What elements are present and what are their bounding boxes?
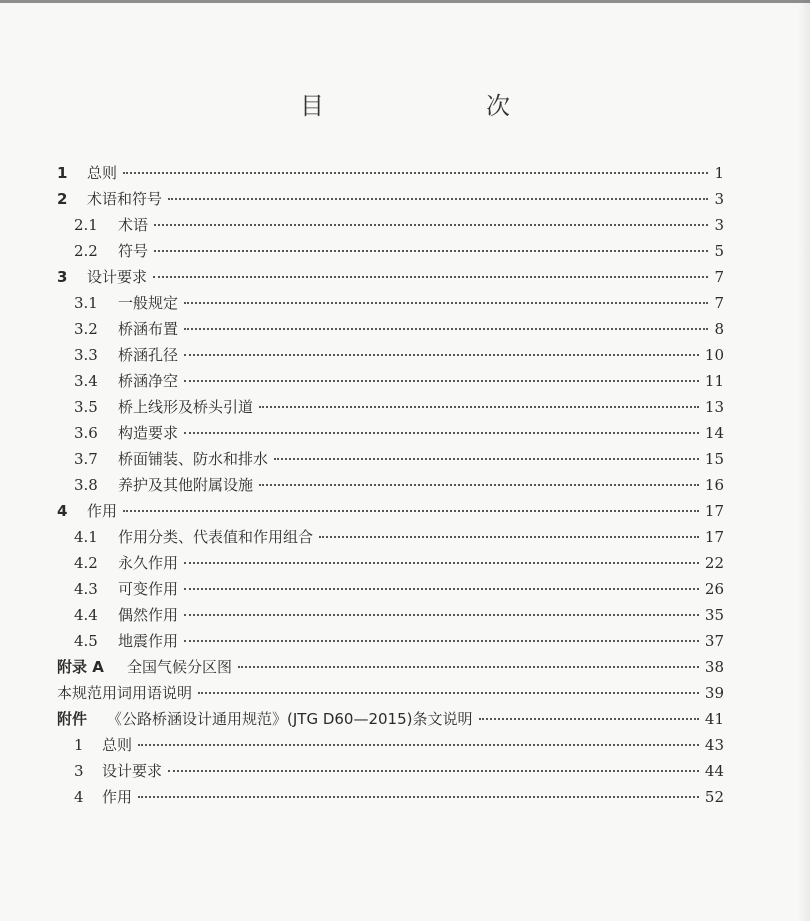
toc-entry-title: 桥涵净空: [118, 372, 179, 390]
toc-leader-dots: [153, 275, 708, 278]
toc-leader-dots: [154, 249, 708, 252]
toc-entry-page: 16: [704, 476, 724, 494]
toc-entry-number: 3.6: [74, 424, 98, 442]
toc-entry-title: 作用: [87, 502, 118, 520]
toc-entry-number: 4.2: [74, 554, 98, 572]
toc-entry-number: 4.3: [74, 580, 98, 598]
toc-entry-title: 地震作用: [118, 632, 179, 650]
toc-entry-page: 3: [714, 190, 724, 208]
toc-entry-title: 术语: [118, 216, 149, 234]
toc-entry-title: 桥涵孔径: [118, 346, 179, 364]
toc-entry-number: 3.4: [74, 372, 98, 390]
toc-entry-attachment-4[interactable]: [74, 784, 724, 810]
toc-leader-dots: [198, 691, 699, 694]
toc-entry-title: 永久作用: [118, 554, 179, 572]
toc-leader-dots: [184, 561, 699, 564]
toc-entry-3-5[interactable]: [74, 394, 724, 420]
toc-entry-appendix-a[interactable]: [57, 654, 724, 680]
toc-entry-page: 11: [704, 372, 724, 390]
toc-entry-number: 2.2: [74, 242, 98, 260]
toc-entry-page: 13: [704, 398, 724, 416]
toc-leader-dots: [123, 171, 708, 174]
toc-entry-number: 3.8: [74, 476, 98, 494]
toc-entry-page: 17: [704, 528, 724, 546]
toc-entry-2-1[interactable]: [74, 212, 724, 238]
page-edge-shadow: [798, 0, 810, 921]
toc-entry-number: 4.4: [74, 606, 98, 624]
toc-entry-3-3[interactable]: [74, 342, 724, 368]
toc-entry-number: 3.3: [74, 346, 98, 364]
toc-entry-number: 1: [57, 164, 68, 182]
toc-leader-dots: [259, 405, 699, 408]
toc-leader-dots: [154, 223, 708, 226]
toc-entry-page: 5: [714, 242, 724, 260]
toc-leader-dots: [184, 379, 699, 382]
toc-entry-title: 本规范用词用语说明: [57, 684, 193, 702]
toc-entry-page: 52: [704, 788, 724, 806]
toc-entry-page: 1: [714, 164, 724, 182]
toc-entry-page: 35: [704, 606, 724, 624]
toc-entry-number: 附录 A: [57, 658, 104, 676]
toc-entry-title: 《公路桥涵设计通用规范》(JTG D60—2015)条文说明: [107, 710, 473, 728]
toc-entry-title: 作用: [102, 788, 133, 806]
toc-entry-number: 4: [74, 788, 84, 806]
toc-entry-page: 15: [704, 450, 724, 468]
toc-entry-page: 14: [704, 424, 724, 442]
toc-entry-title: 作用分类、代表值和作用组合: [118, 528, 314, 546]
toc-entry-number: 2: [57, 190, 68, 208]
toc-entry-4-4[interactable]: [74, 602, 724, 628]
toc-entry-page: 41: [704, 710, 724, 728]
toc-leader-dots: [184, 301, 708, 304]
toc-entry-terms-explanation[interactable]: [57, 680, 724, 706]
toc-entry-4-5[interactable]: [74, 628, 724, 654]
toc-entry-page: 8: [714, 320, 724, 338]
toc-leader-dots: [184, 353, 699, 356]
toc-leader-dots: [184, 613, 699, 616]
toc-entry-number: 3.2: [74, 320, 98, 338]
toc-entry-3-2[interactable]: [74, 316, 724, 342]
toc-entry-3-7[interactable]: [74, 446, 724, 472]
toc-entry-title: 桥上线形及桥头引道: [118, 398, 254, 416]
toc-entry-chapter-4[interactable]: [57, 498, 724, 524]
toc-entry-title: 设计要求: [87, 268, 148, 286]
toc-entry-chapter-2[interactable]: [57, 186, 724, 212]
toc-entry-number: 1: [74, 736, 84, 754]
toc-leader-dots: [123, 509, 699, 512]
toc-entry-title: 可变作用: [118, 580, 179, 598]
toc-leader-dots: [184, 639, 699, 642]
toc-entry-number: 附件: [57, 710, 88, 728]
toc-entry-chapter-3[interactable]: [57, 264, 724, 290]
toc-entry-4-2[interactable]: [74, 550, 724, 576]
toc-leader-dots: [168, 197, 708, 200]
toc-entry-number: 4.1: [74, 528, 98, 546]
toc-entry-page: 7: [714, 294, 724, 312]
toc-entry-page: 43: [704, 736, 724, 754]
toc-entry-title: 全国气候分区图: [127, 658, 233, 676]
toc-entry-number: 4: [57, 502, 68, 520]
toc-entry-page: 17: [704, 502, 724, 520]
toc-leader-dots: [138, 795, 699, 798]
toc-entry-title: 构造要求: [118, 424, 179, 442]
toc-entry-page: 10: [704, 346, 724, 364]
page-title: 目 次: [300, 92, 548, 121]
toc-entry-attachment-3[interactable]: [74, 758, 724, 784]
toc-entry-attachment[interactable]: [57, 706, 724, 732]
toc-entry-title: 设计要求: [102, 762, 163, 780]
toc-leader-dots: [479, 717, 699, 720]
toc-entry-page: 44: [704, 762, 724, 780]
toc-entry-4-1[interactable]: [74, 524, 724, 550]
toc-entry-title: 一般规定: [118, 294, 179, 312]
toc-entry-3-1[interactable]: [74, 290, 724, 316]
toc-leader-dots: [274, 457, 699, 460]
toc-entry-number: 3.7: [74, 450, 98, 468]
toc-entry-page: 38: [704, 658, 724, 676]
toc-entry-number: 3.1: [74, 294, 98, 312]
toc-entry-number: 2.1: [74, 216, 98, 234]
toc-leader-dots: [184, 431, 699, 434]
toc-entry-page: 22: [704, 554, 724, 572]
toc-leader-dots: [238, 665, 699, 668]
toc-leader-dots: [184, 327, 708, 330]
toc-entry-chapter-1[interactable]: [57, 160, 724, 186]
toc-entry-3-4[interactable]: [74, 368, 724, 394]
toc-entry-2-2[interactable]: [74, 238, 724, 264]
toc-entry-title: 术语和符号: [87, 190, 163, 208]
toc-entry-number: 3: [74, 762, 84, 780]
top-border: [0, 0, 810, 3]
toc-entry-4-3[interactable]: [74, 576, 724, 602]
toc-leader-dots: [259, 483, 699, 486]
toc-entry-number: 3: [57, 268, 68, 286]
toc-entry-page: 26: [704, 580, 724, 598]
toc-entry-3-6[interactable]: [74, 420, 724, 446]
toc-entry-page: 37: [704, 632, 724, 650]
toc-entry-title: 总则: [102, 736, 133, 754]
toc-entry-number: 4.5: [74, 632, 98, 650]
toc-entry-page: 7: [714, 268, 724, 286]
toc-entry-attachment-1[interactable]: [74, 732, 724, 758]
toc-entry-number: 3.5: [74, 398, 98, 416]
toc-leader-dots: [319, 535, 699, 538]
toc-entry-page: 39: [704, 684, 724, 702]
toc-entry-title: 养护及其他附属设施: [118, 476, 254, 494]
toc-entry-title: 偶然作用: [118, 606, 179, 624]
toc-entry-3-8[interactable]: [74, 472, 724, 498]
toc-entry-title: 符号: [118, 242, 149, 260]
toc-leader-dots: [138, 743, 699, 746]
toc-entry-title: 桥面铺装、防水和排水: [118, 450, 269, 468]
toc-entry-page: 3: [714, 216, 724, 234]
toc-leader-dots: [184, 587, 699, 590]
toc-entry-title: 总则: [87, 164, 118, 182]
toc-entry-title: 桥涵布置: [118, 320, 179, 338]
toc-leader-dots: [168, 769, 699, 772]
